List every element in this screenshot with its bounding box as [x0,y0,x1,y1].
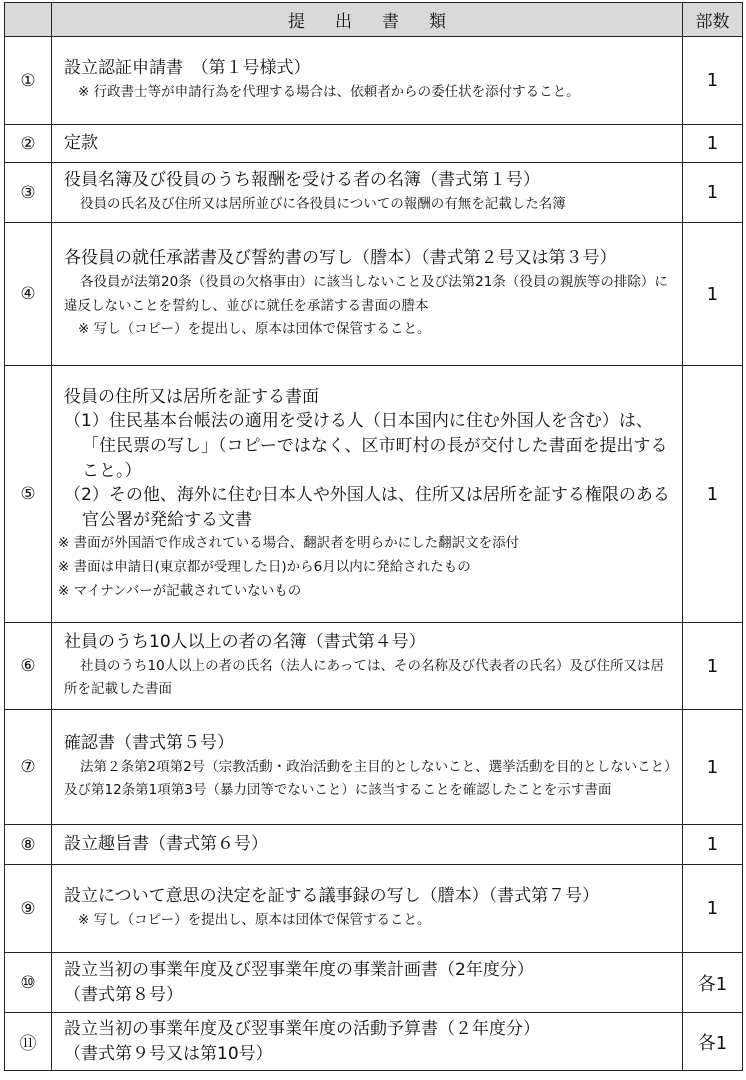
table-row [5,163,743,223]
row-count: 1 [683,623,743,710]
row-note: 各役員が法第20条（役員の欠格事由）に該当しないこと及び法第21条（役員の親族等の排除）に違反しないことを誓約し、並びに就任を承諾する書面の謄本 [64,273,668,314]
row-count: 1 [683,163,743,223]
table-row [5,366,743,623]
row-note: ※ 写し（コピー）を提出し、原本は団体で保管すること。 [78,912,431,928]
row-title: 確認書（書式第５号） [64,733,234,754]
row-number: ⑩ [5,953,52,1013]
header-documents: 提出書類 [52,3,683,37]
row-title: 設立当初の事業年度及び翌事業年度の事業計画書（2年度分） [64,959,534,980]
row-note: ※ 写し（コピー）を提出し、原本は団体で保管すること。 [78,321,431,338]
table-header-row [5,3,743,37]
row-number: ② [5,125,52,163]
row-note: ※ 行政書士等が申請行為を代理する場合は、依頼者からの委任状を添付すること。 [78,84,580,100]
row-item: （2）その他、海外に住む日本人や外国人は、住所又は居所を証する権限のある官公署が発給する文書 [64,485,670,530]
row-note: 役員の氏名及び住所又は居所並びに各役員についての報酬の有無を記載した名簿 [80,196,566,212]
table-row [5,1013,743,1071]
row-item: （1）住民基本台帳法の適用を受ける人（日本国内に住む外国人を含む）は、「住民票の写し」（コピーではなく、区市町村の長が交付した書面を提出すること。） [64,411,668,481]
table-row [5,710,743,825]
row-content [52,366,683,623]
row-count: 1 [683,825,743,865]
row-title-line2: （書式第９号又は第10号） [64,1043,273,1064]
row-count: 1 [683,37,743,125]
row-title: 社員のうち10人以上の者の名簿（書式第４号） [64,632,426,653]
row-note: ※ マイナンバーが記載されていないもの [58,582,302,599]
row-title: 設立当初の事業年度及び翌事業年度の活動予算書（２年度分） [64,1018,540,1039]
row-count: 1 [683,223,743,366]
row-number: ⑥ [5,623,52,710]
row-note: 社員のうち10人以上の者の氏名（法人にあっては、その名称及び代表者の氏名）及び住所又は居所を記載した書面 [64,657,665,698]
row-count: 各1 [683,1013,743,1071]
submission-documents-table [4,2,743,1071]
row-content [52,125,683,163]
row-number: ⑨ [5,865,52,953]
row-title-line2: （書式第８号） [64,984,183,1005]
table-row [5,865,743,953]
row-title: 役員名簿及び役員のうち報酬を受ける者の名簿（書式第１号） [64,170,540,191]
row-content [52,710,683,825]
row-content [52,1013,683,1071]
row-number: ⑪ [5,1013,52,1071]
row-content [52,223,683,366]
row-note: ※ 書面が外国語で作成されている場合、翻訳者を明らかにした翻訳文を添付 [58,535,520,552]
row-content [52,953,683,1013]
row-count: 各1 [683,953,743,1013]
table-row [5,223,743,366]
table-row [5,623,743,710]
row-count: 1 [683,366,743,623]
table-row [5,953,743,1013]
row-content [52,163,683,223]
row-title: 役員の住所又は居所を証する書面 [64,386,319,407]
table-row [5,37,743,125]
row-number: ⑦ [5,710,52,825]
row-count: 1 [683,865,743,953]
row-title: 設立認証申請書 （第１号様式） [64,58,311,79]
row-note: ※ 書面は申請日(東京都が受理した日)から6月以内に発給されたもの [58,559,471,576]
row-number: ④ [5,223,52,366]
table-row [5,825,743,865]
row-title: 定款 [64,133,98,154]
row-note: 法第２条第2項第2号（宗教活動・政治活動を主目的としないこと、選挙活動を目的としないこと）及び第12条第1項第3号（暴力団等でないこと）に該当することを確認したことを示す書面 [64,758,671,799]
row-count: 1 [683,125,743,163]
table-row [5,125,743,163]
row-content [52,623,683,710]
row-content [52,825,683,865]
row-content [52,37,683,125]
row-number: ③ [5,163,52,223]
row-title: 設立趣旨書（書式第６号） [64,834,268,855]
header-count: 部数 [683,3,743,37]
header-number [5,3,52,37]
row-content [52,865,683,953]
row-title: 設立について意思の決定を証する議事録の写し（謄本）（書式第７号） [64,886,600,907]
row-title: 各役員の就任承諾書及び誓約書の写し（謄本）（書式第２号又は第３号） [64,248,617,269]
row-number: ① [5,37,52,125]
row-number: ⑤ [5,366,52,623]
row-count: 1 [683,710,743,825]
row-number: ⑧ [5,825,52,865]
